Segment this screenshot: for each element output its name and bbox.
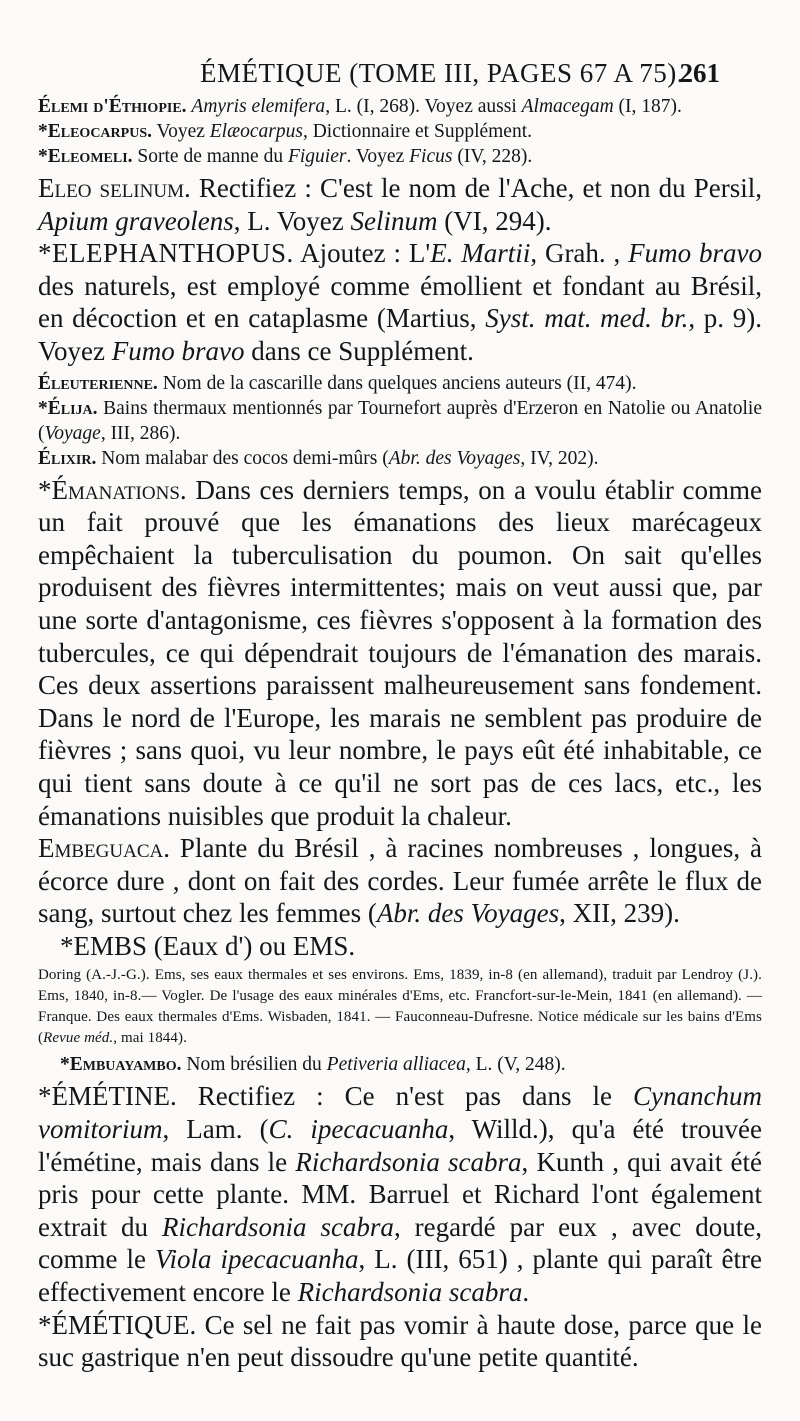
entry-emetine: *ÉMÉTINE. Rectifiez : Ce n'est pas dans le Cynanchum vomitorium, Lam. (C. ipecacuanha, Willd.), qu'a été trouvée l'émétine, mais dans le Richardsonia scabra, Kunth , qui avait été pris pour cette plante. MM. Barruel et Richard l'ont également extrait du Richardsonia scabra, regardé par eux , avec doute, comme le Viola ipecacuanha, L. (III, 651) , plante qui paraît être effectivement encore le Richardsonia scabra. bbox=[38, 1081, 762, 1308]
page-number: 261 bbox=[679, 58, 720, 88]
entry-emetique: *ÉMÉTIQUE. Ce sel ne fait pas vomir à haute dose, parce que le suc gastrique n'en peut dissoudre qu'une petite quantité. bbox=[38, 1309, 762, 1373]
entry-embuayambo: *Embuayambo. Nom brésilien du Petiveria alliacea, L. (V, 248). bbox=[60, 1054, 566, 1076]
running-header bbox=[38, 0, 762, 88]
entry-eleuterienne: Éleuterienne. Nom de la cascarille dans quelques anciens auteurs (II, 474). bbox=[38, 372, 637, 394]
entry-eleo-selinum: Eleo selinum. Rectifiez : C'est le nom de l'Ache, et non du Persil, Apium graveolens, L. Voyez Selinum (VI, 294). bbox=[38, 173, 762, 236]
entry-eleomeli: *Eleomeli. Sorte de manne du Figuier. Voyez Ficus (IV, 228). bbox=[38, 146, 533, 167]
entry-embs: *EMBS (Eaux d') ou EMS. bbox=[60, 930, 356, 961]
page-body bbox=[38, 94, 762, 1374]
entry-elemi: Élemi d'Éthiopie. Amyris elemifera, L. (I, 268). Voyez aussi Almacegam (I, 187). bbox=[38, 96, 682, 117]
entry-elixir: Élixir. Nom malabar des cocos demi-mûrs (Abr. des Voyages, IV, 202). bbox=[38, 447, 599, 469]
running-title: ÉMÉTIQUE (TOME III, PAGES 67 A 75). bbox=[200, 58, 684, 88]
entry-elija: *Élija. Bains thermaux mentionnés par Tournefort auprès d'Erzeron en Natolie ou Anatolie (Voyage, III, 286). bbox=[38, 397, 762, 444]
entry-embs-bibliography: Doring (A.-J.-G.). Ems, ses eaux thermales et ses environs. Ems, 1839, in-8 (en allemand), traduit par Lendroy (J.). Ems, 1840, in-8.— Vogler. De l'usage des eaux minérales d'Ems, etc. Francfort-sur-le-Mein, 1841 (en allemand). — Franque. Des eaux thermales d'Ems. Wisbaden, 1841. — Fauconneau-Dufresne. Notice médicale sur les bains d'Ems (Revue méd., mai 1844). bbox=[38, 967, 762, 1047]
entry-emanations: *Émanations. Dans ces derniers temps, on a voulu établir comme un fait prouvé que les émanations des lieux marécageux empêchaient la tuberculisation du poumon. On sait qu'elles produisent des fièvres intermittentes; mais on veut aussi que, par une sorte d'antagonisme, ces fièvres s'opposent à la formation des tubercules, ce qui dépendrait toujours de l'émanation des marais. Ces deux assertions paraissent malheureusement sans fondement. Dans le nord de l'Europe, les marais ne semblent pas produire de fièvres ; sans quoi, vu leur nombre, le pays eût été inhabitable, ce qui tient sans doute à ce qu'il ne sort pas de ces lacs, etc., les émanations nuisibles que produit la chaleur. bbox=[38, 474, 762, 831]
entry-embeguaca: Embeguaca. Plante du Brésil , à racines nombreuses , longues, à écorce dure , dont on fait des cordes. Leur fumée arrête le flux de sang, surtout chez les femmes (Abr. des Voyages, XII, 239). bbox=[38, 833, 762, 929]
entry-eleocarpus: *Eleocarpus. Voyez Elæocarpus, Dictionnaire et Supplément. bbox=[38, 121, 533, 142]
entry-elephanthopus: *ELEPHANTHOPUS. Ajoutez : L'E. Martii, Grah. , Fumo bravo des naturels, est employé comme émollient et fondant au Brésil, en décoction et en cataplasme (Martius, Syst. mat. med. br., p. 9). Voyez Fumo bravo dans ce Supplément. bbox=[38, 238, 763, 366]
